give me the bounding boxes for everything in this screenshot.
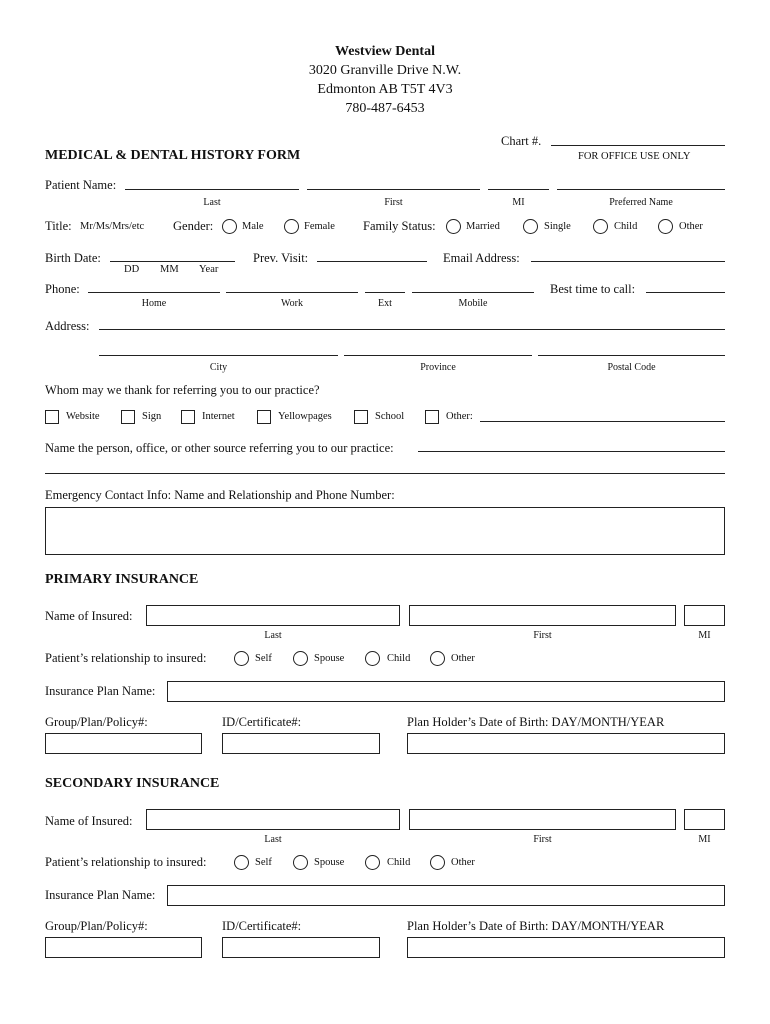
yellowpages-checkbox[interactable] (257, 410, 271, 424)
male-label: Male (242, 221, 264, 232)
other-radio[interactable] (658, 219, 673, 234)
secondary-other-radio[interactable] (430, 855, 445, 870)
secondary-relationship-label: Patient’s relationship to insured: (45, 855, 207, 869)
work-phone-field[interactable] (226, 292, 358, 293)
primary-spouse-radio[interactable] (293, 651, 308, 666)
referral-source-field[interactable] (418, 451, 725, 452)
prev-visit-field[interactable] (317, 261, 427, 262)
female-label: Female (304, 221, 335, 232)
secondary-dob-input[interactable] (407, 937, 725, 958)
best-time-field[interactable] (646, 292, 725, 293)
single-radio[interactable] (523, 219, 538, 234)
secondary-spouse-radio[interactable] (293, 855, 308, 870)
yellowpages-label: Yellowpages (278, 411, 332, 422)
gender-label: Gender: (173, 219, 214, 233)
married-label: Married (466, 221, 500, 232)
secondary-group-input[interactable] (45, 937, 202, 958)
secondary-id-label: ID/Certificate#: (222, 919, 302, 933)
primary-last-name-input[interactable] (146, 605, 400, 626)
work-caption: Work (281, 298, 303, 309)
best-time-label: Best time to call: (550, 282, 636, 296)
year-caption: Year (199, 264, 219, 275)
secondary-first-name-input[interactable] (409, 809, 676, 830)
primary-relationship-label: Patient’s relationship to insured: (45, 651, 207, 665)
emergency-contact-box[interactable] (45, 507, 725, 555)
secondary-child-radio[interactable] (365, 855, 380, 870)
emergency-label: Emergency Contact Info: Name and Relationship and Phone Number: (45, 488, 395, 502)
internet-checkbox[interactable] (181, 410, 195, 424)
other-referral-label: Other: (446, 411, 473, 422)
sign-checkbox[interactable] (121, 410, 135, 424)
family-status-label: Family Status: (363, 219, 436, 233)
primary-other-radio[interactable] (430, 651, 445, 666)
email-label: Email Address: (443, 251, 520, 265)
referral-source-label: Name the person, office, or other source referring you to our practice: (45, 441, 394, 455)
primary-other-label: Other (451, 653, 475, 664)
secondary-id-input[interactable] (222, 937, 380, 958)
primary-mi-input[interactable] (684, 605, 725, 626)
referral-question: Whom may we thank for referring you to our practice? (45, 383, 320, 397)
secondary-last-caption: Last (264, 834, 282, 845)
secondary-mi-input[interactable] (684, 809, 725, 830)
mm-caption: MM (160, 264, 179, 275)
patient-name-label: Patient Name: (45, 178, 117, 192)
preferred-caption: Preferred Name (609, 197, 673, 208)
primary-plan-name-label: Insurance Plan Name: (45, 684, 156, 698)
primary-first-name-input[interactable] (409, 605, 676, 626)
chart-label: Chart #. (501, 134, 542, 148)
phone-label: Phone: (45, 282, 80, 296)
primary-last-caption: Last (264, 630, 282, 641)
primary-id-input[interactable] (222, 733, 380, 754)
province-field[interactable] (344, 355, 532, 356)
primary-insurance-heading: PRIMARY INSURANCE (45, 572, 199, 587)
primary-dob-label: Plan Holder’s Date of Birth: DAY/MONTH/YEAR (407, 715, 665, 729)
primary-child-label: Child (387, 653, 411, 664)
clinic-address-2: Edmonton AB T5T 4V3 (317, 82, 453, 97)
mobile-caption: Mobile (458, 298, 488, 309)
secondary-self-radio[interactable] (234, 855, 249, 870)
married-radio[interactable] (446, 219, 461, 234)
secondary-self-label: Self (255, 857, 272, 868)
secondary-spouse-label: Spouse (314, 857, 345, 868)
primary-dob-input[interactable] (407, 733, 725, 754)
first-caption: First (384, 197, 403, 208)
primary-insured-name-label: Name of Insured: (45, 609, 133, 623)
other-label: Other (679, 221, 703, 232)
other-referral-checkbox[interactable] (425, 410, 439, 424)
primary-child-radio[interactable] (365, 651, 380, 666)
school-label: School (375, 411, 405, 422)
single-label: Single (544, 221, 571, 232)
primary-self-label: Self (255, 653, 272, 664)
child-radio[interactable] (593, 219, 608, 234)
clinic-name: Westview Dental (335, 44, 435, 59)
home-phone-field[interactable] (88, 292, 220, 293)
mi-caption: MI (512, 197, 525, 208)
secondary-plan-name-label: Insurance Plan Name: (45, 888, 156, 902)
email-field[interactable] (531, 261, 725, 262)
primary-group-input[interactable] (45, 733, 202, 754)
secondary-group-label: Group/Plan/Policy#: (45, 919, 148, 933)
secondary-last-name-input[interactable] (146, 809, 400, 830)
first-name-field[interactable] (307, 189, 480, 190)
referral-source-field-2[interactable] (45, 473, 725, 474)
primary-spouse-label: Spouse (314, 653, 345, 664)
dd-caption: DD (124, 264, 140, 275)
internet-label: Internet (202, 411, 235, 422)
clinic-address-1: 3020 Granville Drive N.W. (308, 63, 462, 78)
secondary-first-caption: First (533, 834, 552, 845)
primary-id-label: ID/Certificate#: (222, 715, 302, 729)
secondary-mi-caption: MI (698, 834, 711, 845)
birth-date-field[interactable] (110, 261, 235, 262)
form-title: MEDICAL & DENTAL HISTORY FORM (45, 148, 301, 163)
primary-mi-caption: MI (698, 630, 711, 641)
city-caption: City (209, 362, 228, 373)
mobile-field[interactable] (412, 292, 534, 293)
last-caption: Last (203, 197, 221, 208)
address-field[interactable] (99, 329, 725, 330)
title-label: Title: (45, 219, 72, 233)
title-hint: Mr/Ms/Mrs/etc (80, 221, 145, 232)
primary-group-label: Group/Plan/Policy#: (45, 715, 148, 729)
other-referral-field[interactable] (480, 421, 725, 422)
primary-plan-name-input[interactable] (167, 681, 725, 702)
birth-date-label: Birth Date: (45, 251, 101, 265)
female-radio[interactable] (284, 219, 299, 234)
clinic-phone: 780-487-6453 (345, 101, 425, 116)
city-field[interactable] (99, 355, 338, 356)
province-caption: Province (420, 362, 456, 373)
prev-visit-label: Prev. Visit: (253, 251, 309, 265)
male-radio[interactable] (222, 219, 237, 234)
last-name-field[interactable] (125, 189, 299, 190)
home-caption: Home (141, 298, 167, 309)
secondary-insured-name-label: Name of Insured: (45, 814, 133, 828)
ext-caption: Ext (378, 298, 392, 309)
secondary-dob-label: Plan Holder’s Date of Birth: DAY/MONTH/YEAR (407, 919, 665, 933)
primary-first-caption: First (533, 630, 552, 641)
website-checkbox[interactable] (45, 410, 59, 424)
secondary-child-label: Child (387, 857, 411, 868)
postal-code-field[interactable] (538, 355, 725, 356)
primary-self-radio[interactable] (234, 651, 249, 666)
secondary-insurance-heading: SECONDARY INSURANCE (45, 776, 220, 791)
secondary-other-label: Other (451, 857, 475, 868)
mi-field[interactable] (488, 189, 549, 190)
website-label: Website (66, 411, 100, 422)
preferred-name-field[interactable] (557, 189, 725, 190)
postal-caption: Postal Code (607, 362, 656, 373)
ext-field[interactable] (365, 292, 405, 293)
office-use-note: FOR OFFICE USE ONLY (578, 151, 691, 162)
chart-field[interactable] (551, 145, 725, 146)
child-label: Child (614, 221, 638, 232)
address-label: Address: (45, 319, 90, 333)
school-checkbox[interactable] (354, 410, 368, 424)
secondary-plan-name-input[interactable] (167, 885, 725, 906)
sign-label: Sign (142, 411, 162, 422)
